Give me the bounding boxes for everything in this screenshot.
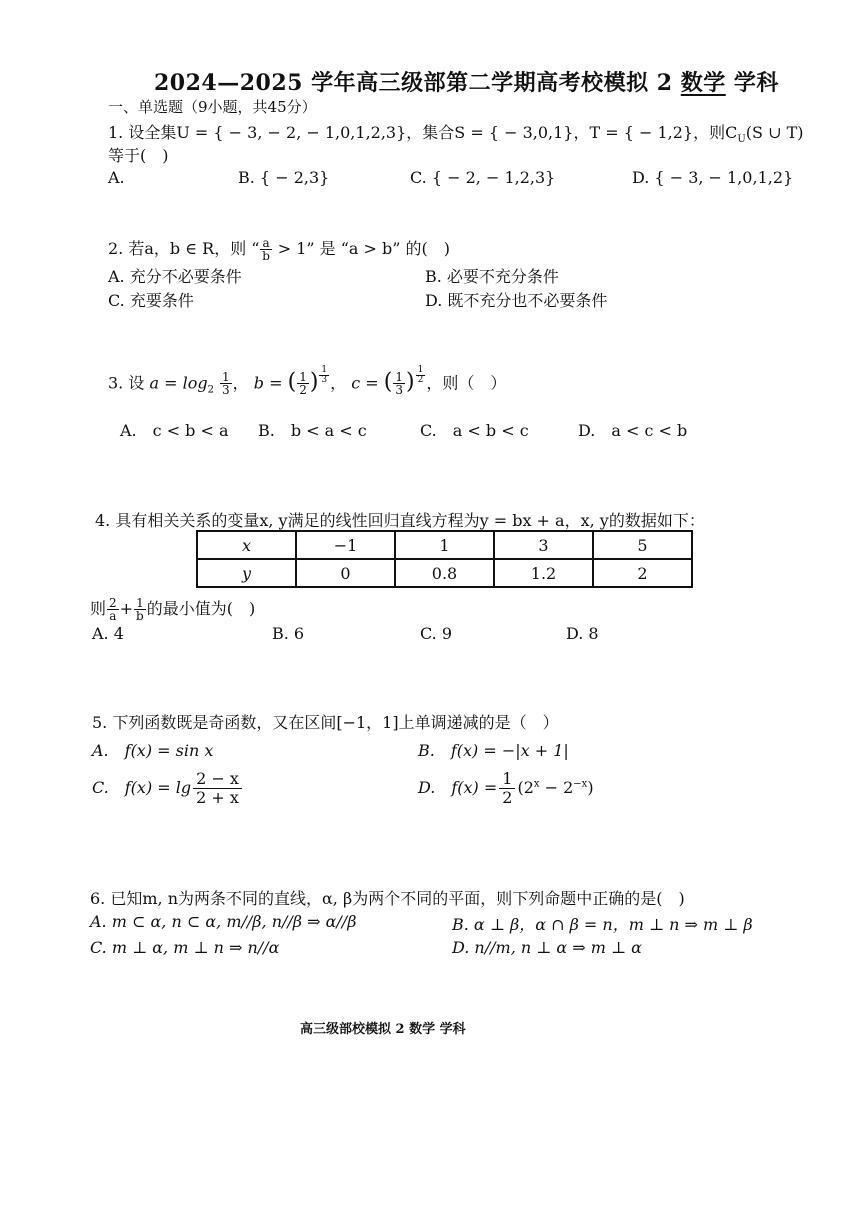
question-3-stem: 3. 设 $a = \log_2$ $\frac{1}{3}$ ， b = ( $\frac{1}{2}$ ) $^{\frac{1}{3}}$ ， c = ( $\frac{1}{3}$ ) $^{\frac{1}{2}}$ ，则（ ） xyxy=(108,365,507,398)
q5-option-b: B. f(x) = −|x + 1| xyxy=(418,741,569,760)
question-2-stem: 2. 若a，b ∈ R，则 “ $\frac{a}{b}$ > 1” 是 “a > b” 的( ) xyxy=(108,236,451,263)
table-cell: y xyxy=(197,559,296,587)
q5-option-d: D. f(x) = $\frac{1}{2}$ $(2^x - 2^{-x})$ xyxy=(418,769,594,807)
title-main: 2024—2025 学年高三级部第二学期高考校模拟 2 xyxy=(154,70,681,96)
q3-option-c: C. a < b < c xyxy=(420,421,529,440)
q3-b-base: $\frac{1}{2}$ xyxy=(299,370,307,398)
q6-option-d: D. n//m, n ⊥ α ⇒ m ⊥ α xyxy=(452,938,642,957)
table-cell: 2 xyxy=(593,559,692,587)
q3-option-d: D. a < c < b xyxy=(578,421,688,440)
table-cell: 3 xyxy=(494,531,593,559)
q3-option-a: A. c < b < a xyxy=(120,421,229,440)
q3-b-exponent: 1 3 xyxy=(321,365,328,385)
q6-option-a: A. m ⊂ α, n ⊂ α, m//β, n//β ⇒ α//β xyxy=(90,912,357,931)
table-cell: −1 xyxy=(296,531,395,559)
table-cell: 1 xyxy=(395,531,494,559)
page-footer: 高三级部校模拟 2 数学 学科 xyxy=(300,1022,466,1037)
question-6-stem: 6. 已知m, n为两条不同的直线，α, β为两个不同的平面，则下列命题中正确的是( ) xyxy=(90,889,685,908)
q1-option-d: D. { − 3, − 1,0,1,2} xyxy=(632,168,794,187)
title-suffix: 学科 xyxy=(725,70,779,96)
q1-option-c: C. { − 2, − 1,2,3} xyxy=(410,168,556,187)
table-cell: 5 xyxy=(593,531,692,559)
table-row xyxy=(197,531,692,559)
section-heading: 一、单选题（9小题，共45分） xyxy=(108,98,317,116)
q4-data-table xyxy=(196,530,693,588)
q2-option-d: D. 既不充分也不必要条件 xyxy=(425,291,608,310)
q2-fraction: $\frac{a}{b}$ xyxy=(262,236,270,263)
q5-option-a: A. f(x) = sin x xyxy=(92,741,214,760)
q2-option-c: C. 充要条件 xyxy=(108,291,194,310)
question-4-follow: 则 $\frac{2}{a}$ + $\frac{1}{b}$ 的最小值为( ) xyxy=(90,596,256,623)
table-cell: x xyxy=(197,531,296,559)
table-row xyxy=(197,559,692,587)
q4-option-a: A. 4 xyxy=(92,624,124,643)
question-1-stem: 1. 设全集U = { − 3, − 2, − 1,0,1,2,3}，集合S = { − 3,0,1}，T = { − 1,2}，则$C_U(S$ ∪ T) xyxy=(108,123,804,146)
question-4-stem: 4. 具有相关关系的变量x, y满足的线性回归直线方程为y = bx + a，x, y的数据如下： xyxy=(95,511,705,530)
question-1-stem-cont: 等于( ) xyxy=(108,146,169,165)
q2-option-b: B. 必要不充分条件 xyxy=(425,267,559,286)
q6-option-c: C. m ⊥ α, m ⊥ n ⇒ n//α xyxy=(90,938,280,957)
q3-c-exponent: 1 2 xyxy=(417,365,424,385)
q2-option-a: A. 充分不必要条件 xyxy=(108,267,242,286)
page-title xyxy=(154,66,779,97)
q3-option-b: B. b < a < c xyxy=(258,421,367,440)
title-subject: 数学 xyxy=(680,70,726,96)
q4-option-b: B. 6 xyxy=(272,624,305,643)
q5-option-c: C. f(x) = lg $\frac{2 - x}{2 + x}$ xyxy=(92,770,244,807)
table-cell: 0.8 xyxy=(395,559,494,587)
q1-option-a: A. xyxy=(108,168,125,187)
q6-option-b: B. α ⊥ β，α ∩ β = n，m ⊥ n ⇒ m ⊥ β xyxy=(452,915,753,934)
q3-c-base: $\frac{1}{3}$ xyxy=(395,370,404,398)
q1-option-b: B. { − 2,3} xyxy=(238,168,330,187)
q3-a-fraction: $\frac{1}{3}$ xyxy=(222,370,230,398)
q4-option-c: C. 9 xyxy=(420,624,453,643)
question-5-stem: 5. 下列函数既是奇函数，又在区间[−1，1]上单调递减的是（ ） xyxy=(92,713,559,732)
table-cell: 0 xyxy=(296,559,395,587)
table-cell: 1.2 xyxy=(494,559,593,587)
q4-option-d: D. 8 xyxy=(566,624,599,643)
